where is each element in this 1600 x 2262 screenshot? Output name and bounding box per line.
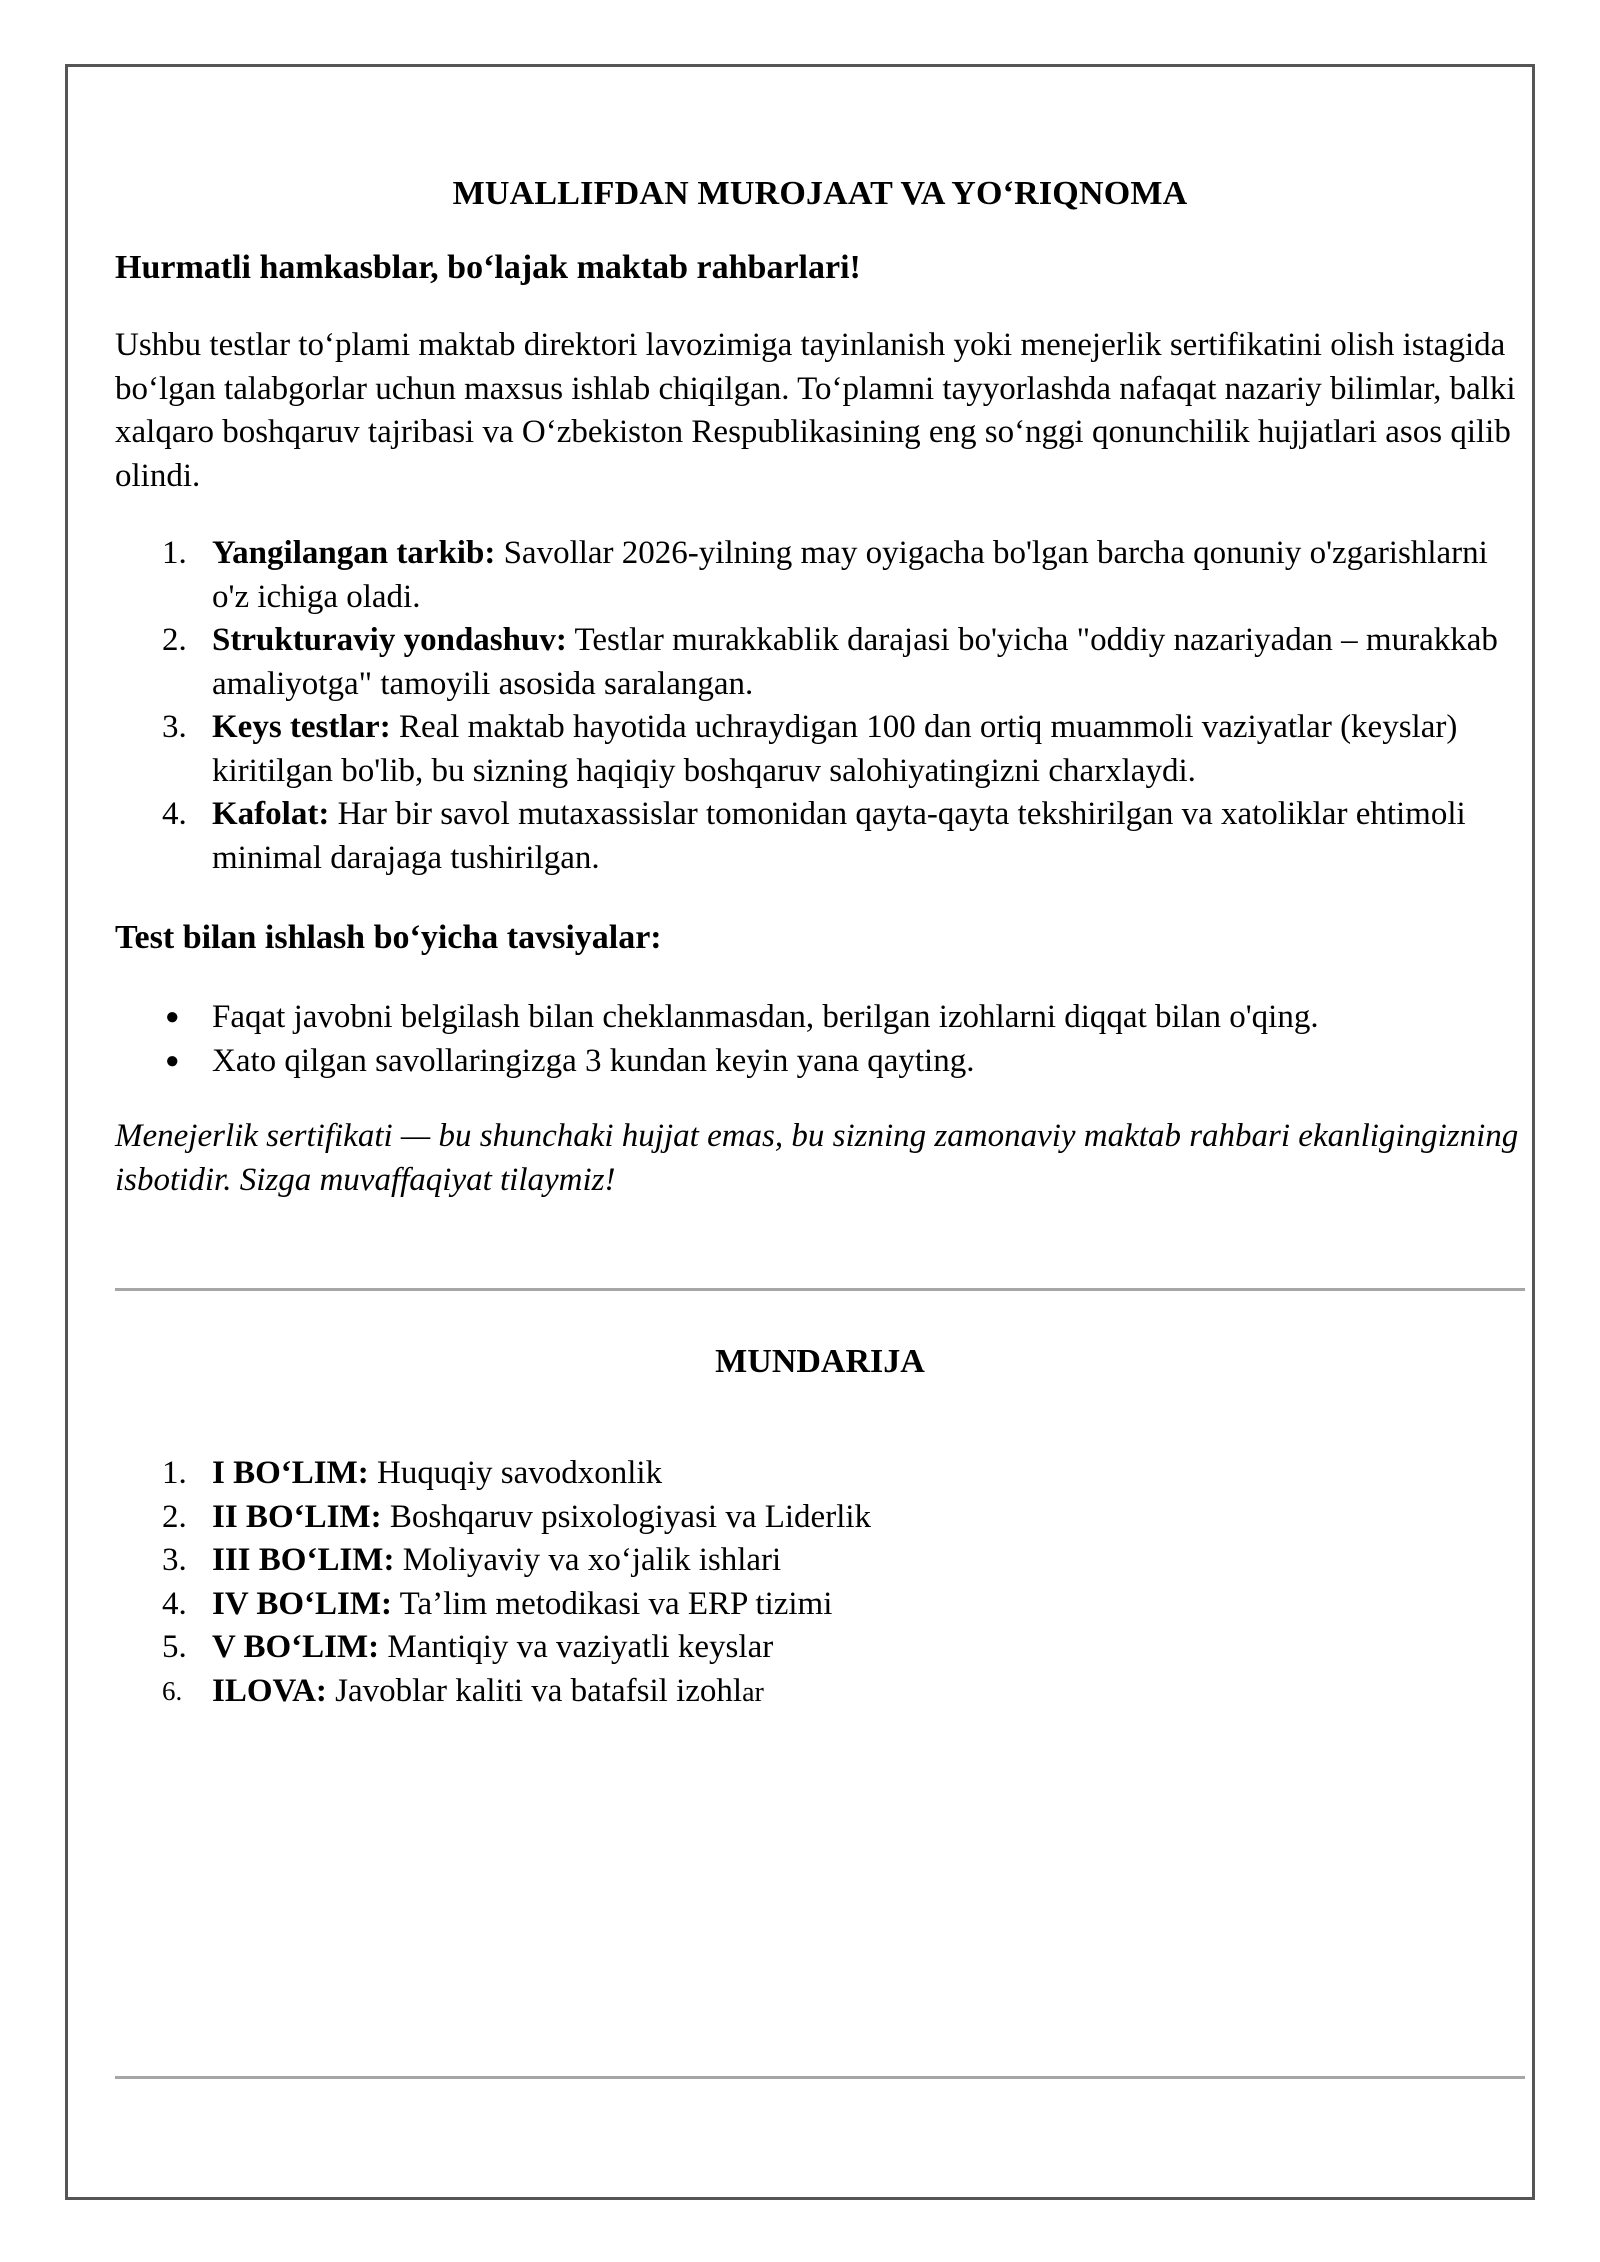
toc-section-label: V BO‘LIM: (212, 1629, 380, 1665)
toc-section-label: III BO‘LIM: (212, 1542, 395, 1578)
horizontal-divider (115, 2076, 1525, 2079)
toc-section-title: Huquqiy savodxonlik (368, 1455, 663, 1491)
toc-item (115, 1626, 1525, 1670)
toc-section-title-tail: ar (742, 1676, 764, 1708)
toc-item (115, 1670, 1525, 1715)
toc-section-title: Boshqaruv psixologiyasi va Liderlik (381, 1498, 872, 1535)
list-number: 2. (162, 622, 187, 658)
list-number: 3. (162, 709, 187, 745)
list-item (115, 996, 1525, 1040)
toc-section-title: Javoblar kaliti va batafsil izohl (326, 1672, 743, 1709)
recommendations-list (115, 996, 1525, 1083)
list-number: 5. (162, 1629, 187, 1665)
recommendation-text: Xato qilgan savollaringizga 3 kundan keyin yana qayting. (212, 1042, 975, 1079)
toc-section-title: Mantiqiy va vaziyatli keyslar (379, 1629, 774, 1665)
feature-label: Strukturaviy yondashuv: (212, 622, 567, 658)
horizontal-divider (115, 1288, 1525, 1291)
features-list (115, 532, 1525, 880)
toc-title: MUNDARIJA (715, 1343, 925, 1380)
toc-section-label: II BO‘LIM: (212, 1498, 382, 1535)
toc-section-title: Ta’lim metodikasi va ERP tizimi (392, 1585, 833, 1622)
feature-label: Keys testlar: (212, 709, 391, 745)
toc-section-label: IV BO‘LIM: (212, 1585, 392, 1622)
list-item (115, 532, 1525, 619)
feature-text: Real maktab hayotida uchraydigan 100 dan ortiq muammoli vaziyatlar (keyslar) kiritilgan bo'lib, bu sizning haqiqiy boshqaruv salohiyatingizni charxlaydi. (212, 709, 1458, 789)
page-title: MUALLIFDAN MUROJAAT VA YO‘RIQNOMA (452, 175, 1188, 212)
toc-item (115, 1539, 1525, 1583)
feature-text: Savollar 2026-yilning may oyigacha bo'lgan barcha qonuniy o'zgarishlarni o'z ichiga oladi. (212, 535, 1488, 615)
toc-section-label: I BO‘LIM: (212, 1455, 369, 1491)
recommendations-heading: Test bilan ishlash bo‘yicha tavsiyalar: (115, 919, 662, 956)
list-item (115, 1040, 1525, 1084)
feature-label: Yangilangan tarkib: (212, 535, 496, 571)
list-item (115, 793, 1525, 880)
list-number: 4. (162, 796, 187, 832)
list-number: 4. (162, 1585, 187, 1622)
greeting: Hurmatli hamkasblar, bo‘lajak maktab rahbarlari! (115, 249, 861, 286)
document-body (115, 172, 1525, 1202)
intro-paragraph: Ushbu testlar to‘plami maktab direktori lavozimiga tayinlanish yoki menejerlik sertifikatini olish istagida bo‘lgan talabgorlar uchun maxsus ishlab chiqilgan. To‘plamni tayyorlashda nafaqat nazariy bilimlar, balki xalqaro boshqaruv tajribasi va O‘zbekiston Respublikasining eng so‘nggi qonunchilik hujjatlari asos qilib olindi. (115, 327, 1516, 494)
list-number: 1. (162, 1455, 187, 1491)
table-of-contents (115, 1340, 1525, 1714)
list-number: 3. (162, 1542, 187, 1578)
bullet-icon: ● (165, 1004, 180, 1030)
recommendation-text: Faqat javobni belgilash bilan cheklanmasdan, berilgan izohlarni diqqat bilan o'qing. (212, 999, 1319, 1035)
list-number: 1. (162, 535, 187, 571)
bullet-icon: ● (165, 1047, 180, 1074)
list-item (115, 706, 1525, 793)
toc-list (115, 1452, 1525, 1714)
list-number: 6. (162, 1675, 183, 1706)
feature-text: Testlar murakkablik darajasi bo'yicha "oddiy nazariyadan – murakkab amaliyotga" tamoyili asosida saralangan. (212, 622, 1498, 702)
toc-item (115, 1452, 1525, 1496)
toc-item (115, 1583, 1525, 1627)
list-item (115, 619, 1525, 706)
closing-statement: Menejerlik sertifikati — bu shunchaki hujjat emas, bu sizning zamonaviy maktab rahbari ekanligingizning isbotidir. Sizga muvaffaqiyat tilaymiz! (115, 1118, 1519, 1198)
feature-text: Har bir savol mutaxassislar tomonidan qayta-qayta tekshirilgan va xatoliklar ehtimoli minimal darajaga tushirilgan. (212, 796, 1466, 876)
toc-section-label: ILOVA: (212, 1672, 327, 1709)
list-number: 2. (162, 1498, 187, 1535)
feature-label: Kafolat: (212, 796, 330, 832)
toc-section-title: Moliyaviy va xo‘jalik ishlari (394, 1542, 782, 1578)
toc-item (115, 1496, 1525, 1540)
